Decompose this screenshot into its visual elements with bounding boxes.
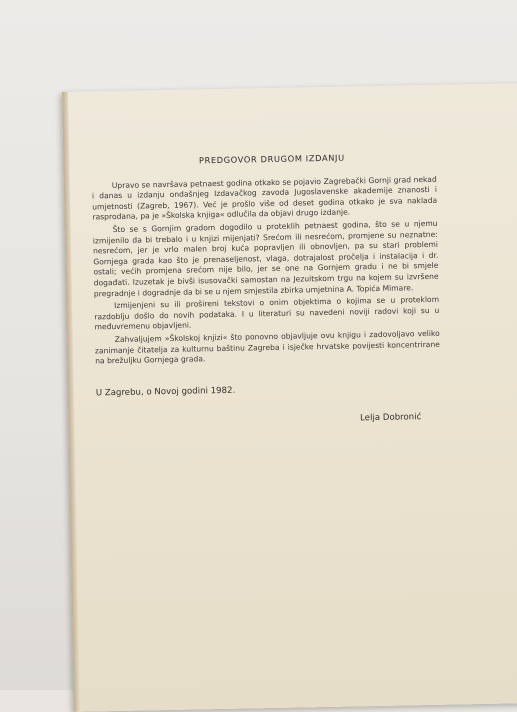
paragraph-4: Zahvaljujem »Školskoj knjizi« što ponovno objavljuje ovu knjigu i zadovoljavo veliko zanimanje čitatelja za kulturnu baštinu Zagreba i isječke hrvatske povijesti koncentrirane na brežuljku Gornjega grada.: [94, 328, 440, 366]
preface-content: [91, 151, 441, 429]
paragraph-1: Upravo se navršava petnaest godina otkako se pojavio Zagrebački Gornji grad nekad i danas u izdanju ondašnjeg Izdavačkog zavoda Jugoslavenske akademije znanosti i umjetnosti (Zagreb, 1967). Već je prošlo više od deset godina otkako je sva naklada rasprodana, pa je »Školska knjiga« odlučila da objavi drugo izdanje.: [91, 174, 438, 222]
page-title: PREDGOVOR DRUGOM IZDANJU: [198, 152, 345, 166]
book-page: [62, 83, 517, 712]
author-signature: Lelja Dobronić: [360, 412, 422, 424]
paragraph-3: Izmijenjeni su ili prošireni tekstovi o onim objektima o kojima se u proteklom razdoblju došlo do novih podataka. I u literaturi su navedeni noviji radovi koji su u međuvremenu objavljeni.: [94, 294, 440, 332]
place-date: U Zagrebu, o Novoj godini 1982.: [95, 385, 236, 399]
paragraph-2: Što se s Gornjim gradom dogodilo u proteklih petnaest godina, što se u njemu izmijenilo da bi trebalo i u knjizi mijenjati? Srećom ili nesrećom, promjene su neznatne: nesrećom, jer je vrlo malen broj kuća popravljen ili obnovljen, pa su stari problemi Gornjega grada kao što je prenaseljenost, vlaga, dotrajalost pročelja i instalacija i dr. ostali; većih promjena srećom nije bilo, jer se one na Gornjem gradu i ne bi smjele događati. Izuzetak je bivši isusovački samostan na Jezuitskom trgu na kojem su izvršene pregradnje i dogradnje da bi se u njem smjestila zbirka umjetnina A. Topića Mimare.: [92, 218, 439, 298]
